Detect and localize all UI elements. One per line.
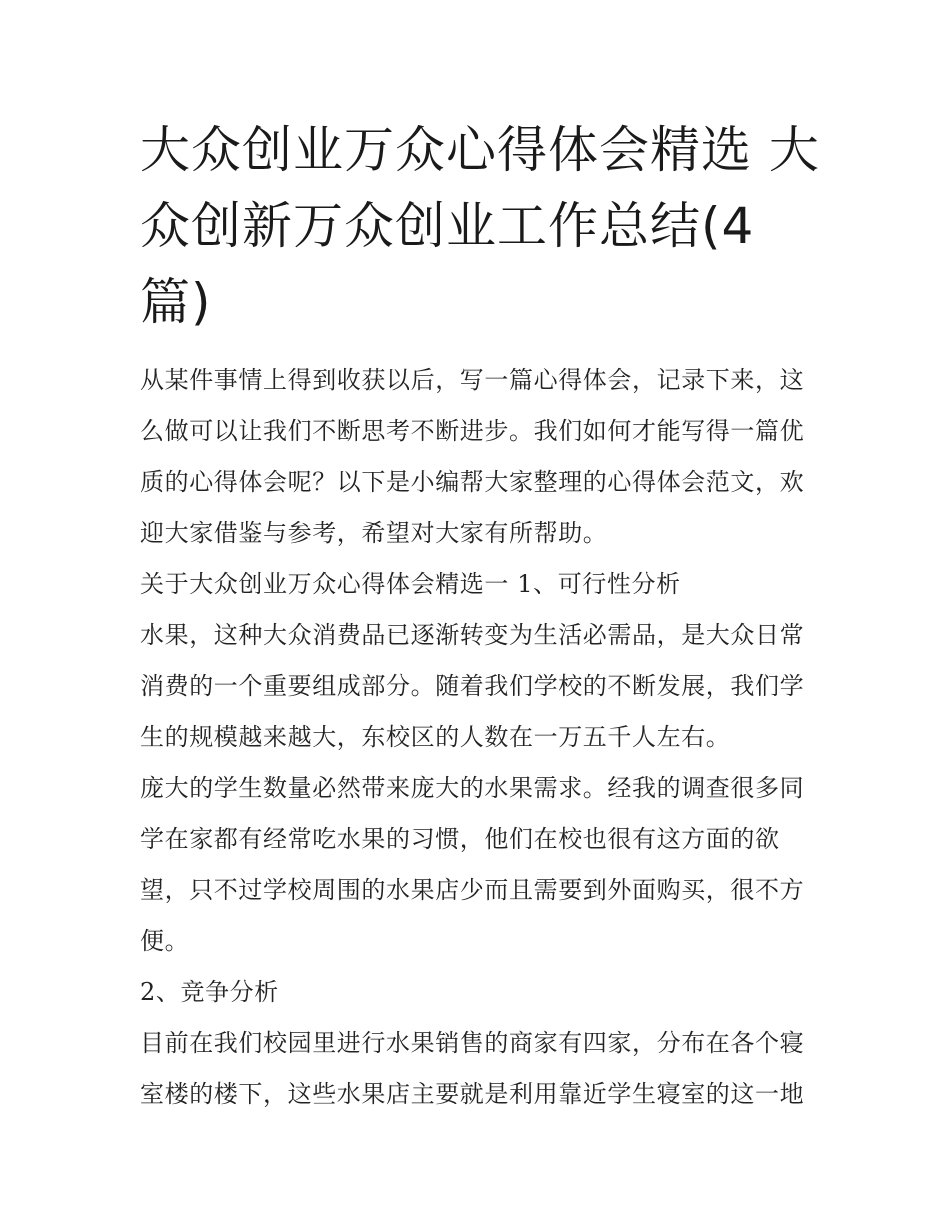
document-body bbox=[140, 355, 816, 1120]
document-title: 大众创业万众心得体会精选 大众创新万众创业工作总结(4篇) bbox=[140, 121, 820, 331]
section-heading-competition: 2、竞争分析 bbox=[140, 978, 279, 1006]
section-heading-feasibility: 关于大众创业万众心得体会精选一 1、可行性分析 bbox=[140, 570, 681, 598]
paragraph-competition: 目前在我们校园里进行水果销售的商家有四家，分布在各个寝室楼的楼下，这些水果店主要就是利用靠近学生寝室的这一地 bbox=[140, 1029, 805, 1108]
paragraph-fruit-demand: 水果，这种大众消费品已逐渐转变为生活必需品，是大众日常消费的一个重要组成部分。随着我们学校的不断发展，我们学生的规模越来越大，东校区的人数在一万五千人左右。 bbox=[140, 621, 805, 751]
paragraph-student-needs: 庞大的学生数量必然带来庞大的水果需求。经我的调查很多同学在家都有经常吃水果的习惯，他们在校也很有这方面的欲望，只不过学校周围的水果店少而且需要到外面购买，很不方便。 bbox=[140, 774, 805, 955]
paragraph-intro: 从某件事情上得到收获以后，写一篇心得体会，记录下来，这么做可以让我们不断思考不断进步。我们如何才能写得一篇优质的心得体会呢？以下是小编帮大家整理的心得体会范文，欢迎大家借鉴与参考，希望对大家有所帮助。 bbox=[140, 366, 805, 547]
